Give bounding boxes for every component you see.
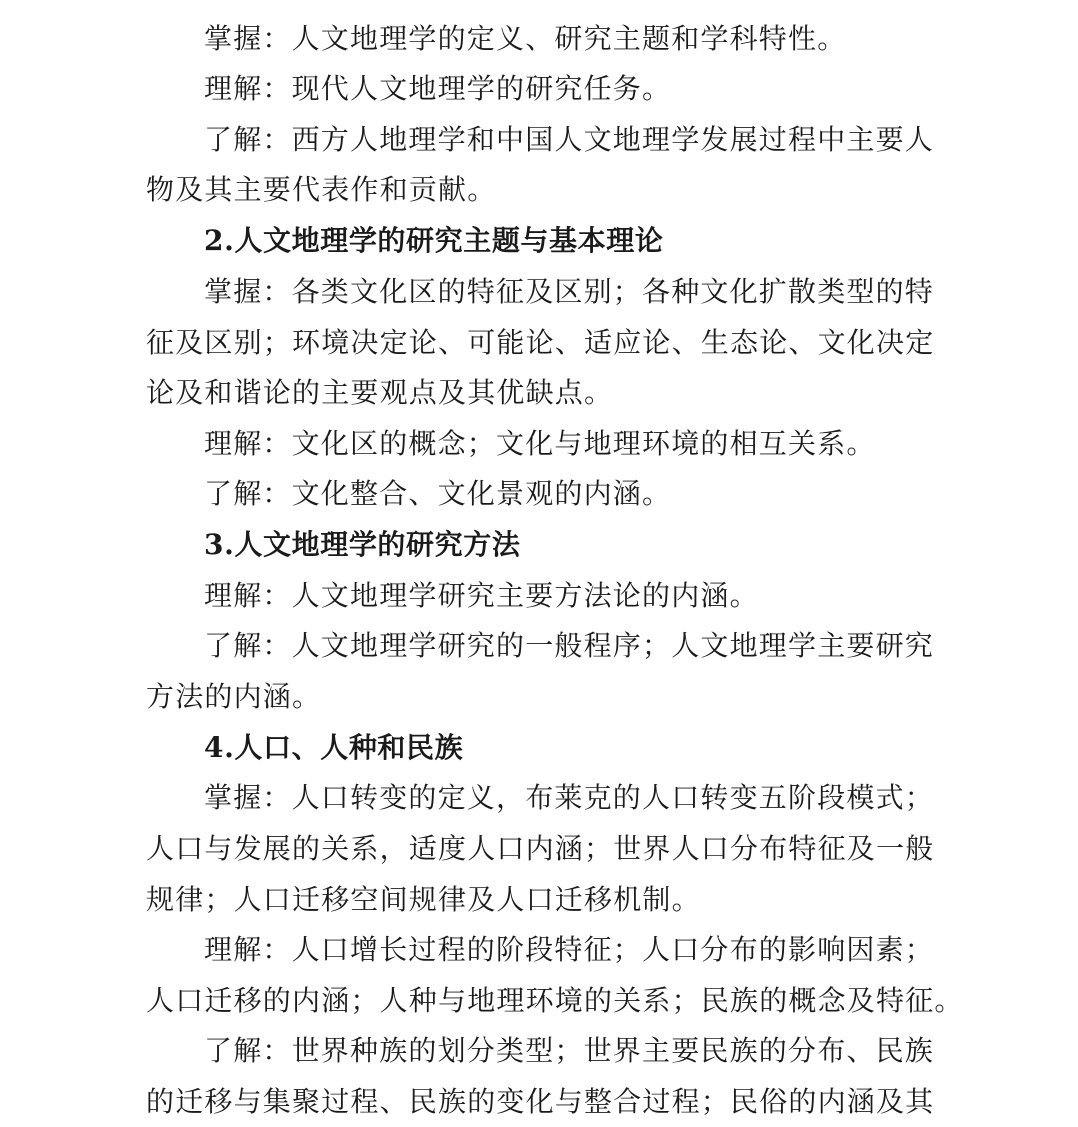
- section-heading: 3.人文地理学的研究方法: [204, 528, 521, 561]
- paragraph-line: 规律；人口迁移空间规律及人口迁移机制。: [146, 883, 701, 916]
- paragraph-line: 方法的内涵。: [146, 680, 322, 713]
- paragraph-line: 掌握：人文地理学的定义、研究主题和学科特性。: [204, 22, 847, 55]
- paragraph-line: 理解：人口增长过程的阶段特征；人口分布的影响因素；: [204, 933, 935, 966]
- paragraph-line: 论及和谐论的主要观点及其优缺点。: [146, 376, 614, 409]
- paragraph-line: 人口迁移的内涵；人种与地理环境的关系；民族的概念及特征。: [146, 984, 964, 1017]
- paragraph-line: 掌握：各类文化区的特征及区别；各种文化扩散类型的特: [204, 275, 935, 308]
- paragraph-line: 了解：人文地理学研究的一般程序；人文地理学主要研究: [204, 629, 935, 662]
- paragraph-line: 了解：文化整合、文化景观的内涵。: [204, 477, 672, 510]
- paragraph-line: 了解：西方人地理学和中国人文地理学发展过程中主要人: [204, 123, 935, 156]
- paragraph-line: 理解：现代人文地理学的研究任务。: [204, 72, 672, 105]
- paragraph-line: 理解：人文地理学研究主要方法论的内涵。: [204, 579, 759, 612]
- paragraph-line: 物及其主要代表作和贡献。: [146, 173, 497, 206]
- paragraph-line: 掌握：人口转变的定义，布莱克的人口转变五阶段模式；: [204, 781, 935, 814]
- section-heading: 2.人文地理学的研究主题与基本理论: [204, 224, 664, 257]
- paragraph-line: 的迁移与集聚过程、民族的变化与整合过程；民俗的内涵及其: [146, 1085, 935, 1118]
- paragraph-line: 了解：世界种族的划分类型；世界主要民族的分布、民族: [204, 1034, 935, 1067]
- section-heading: 4.人口、人种和民族: [204, 731, 464, 764]
- paragraph-line: 理解：文化区的概念；文化与地理环境的相互关系。: [204, 427, 876, 460]
- paragraph-line: 征及区别；环境决定论、可能论、适应论、生态论、文化决定: [146, 326, 935, 359]
- paragraph-line: 人口与发展的关系，适度人口内涵；世界人口分布特征及一般: [146, 832, 935, 865]
